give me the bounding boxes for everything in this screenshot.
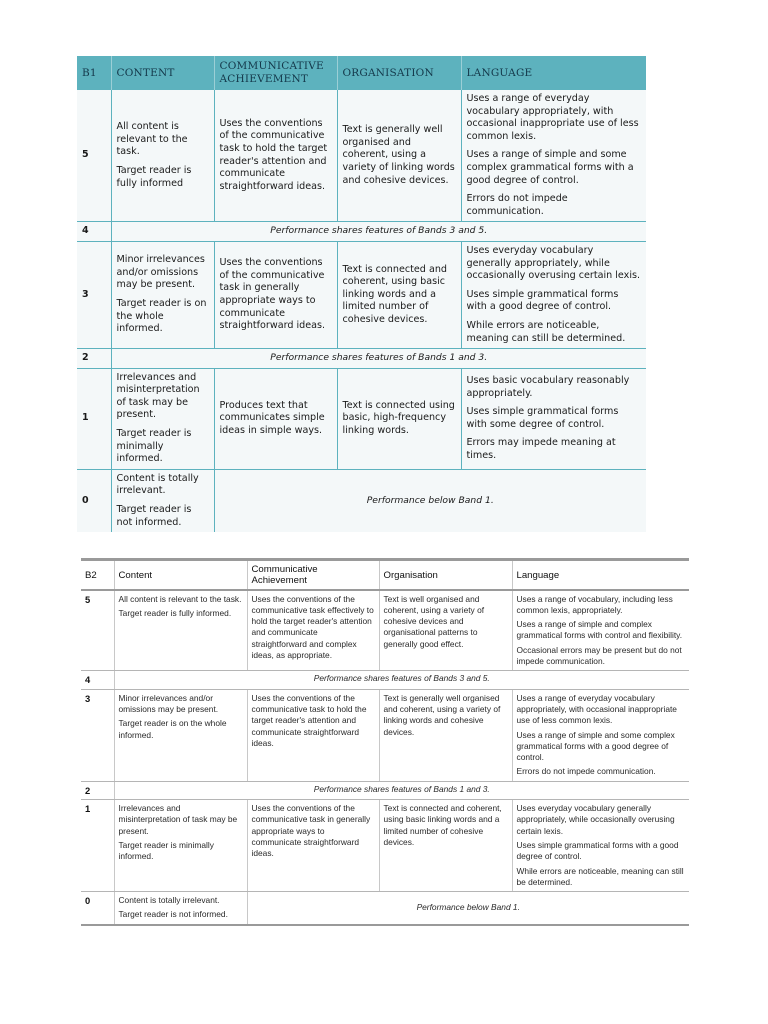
b1-header-row <box>77 56 646 90</box>
b2-communicative-achievement-header: Communicative Achievement <box>247 560 379 590</box>
b1-content-header: CONTENT <box>111 56 214 90</box>
b1-communicative-achievement-header: COMMUNICATIVE ACHIEVEMENT <box>214 56 337 90</box>
shared-features-note: Performance shares features of Bands 1 and 3. <box>114 781 689 799</box>
b1-band-5-row <box>77 90 646 222</box>
b2-language-header: Language <box>512 560 689 590</box>
content-cell <box>114 892 247 925</box>
content-criterion: Target reader is fully informed. <box>118 607 232 618</box>
band-number: 1 <box>77 368 111 469</box>
content-criterion: Minor irrelevances and/or omissions may be present. <box>118 692 219 714</box>
content-criterion: Target reader is minimally informed. <box>116 428 192 465</box>
shared-features-note: Performance shares features of Bands 3 and 5. <box>114 671 689 689</box>
b1-language-header: LANGUAGE <box>461 56 646 90</box>
communicative-achievement-cell: Uses the conventions of the communicative task effectively to hold the target reader's attention and communicate straightforward and complex ideas, as appropriate. <box>247 590 379 671</box>
b2-band-4-row <box>81 671 689 689</box>
content-criterion: Content is totally irrelevant. <box>116 472 199 497</box>
content-cell <box>111 90 214 222</box>
organisation-cell: Text is generally well organised and coherent, using a variety of linking words and cohesive devices. <box>337 90 461 222</box>
communicative-achievement-cell: Uses the conventions of the communicative task to hold the target reader's attention and communicate straightforward ideas. <box>214 90 337 222</box>
language-criterion: Errors may impede meaning at times. <box>466 437 616 461</box>
language-criterion: Occasional errors may be present but do not impede communication. <box>516 644 682 667</box>
shared-features-note: Performance shares features of Bands 1 and 3. <box>111 349 646 369</box>
content-criterion: All content is relevant to the task. <box>116 121 188 158</box>
b2-content-header: Content <box>114 560 247 590</box>
language-criterion: Errors do not impede communication. <box>466 193 568 217</box>
content-criterion: Target reader is on the whole informed. <box>116 298 207 335</box>
band-number: 3 <box>81 689 114 781</box>
language-cell <box>512 800 689 892</box>
band-number: 1 <box>81 800 114 892</box>
organisation-cell: Text is connected using basic, high-frequency linking words. <box>337 368 461 469</box>
language-criterion: Uses everyday vocabulary generally appropriately, while occasionally overusing certain lexis. <box>466 244 641 282</box>
band-number: 0 <box>77 469 111 532</box>
b2-header-row <box>81 560 689 590</box>
content-criterion: All content is relevant to the task. <box>118 593 242 604</box>
content-cell <box>114 800 247 892</box>
band-number: 2 <box>81 781 114 799</box>
language-criterion: Uses simple grammatical forms with some degree of control. <box>466 406 619 430</box>
band-number: 4 <box>77 222 111 242</box>
language-criterion: Uses a range of simple and some complex grammatical forms with a good degree of control. <box>466 149 634 186</box>
shared-features-note: Performance shares features of Bands 3 and 5. <box>111 222 646 242</box>
language-criterion: Uses everyday vocabulary generally appropriately, while occasionally overusing certain lexis. <box>516 803 675 836</box>
language-criterion: While errors are noticeable, meaning can still be determined. <box>516 865 684 887</box>
b2-band-3-row <box>81 689 689 781</box>
language-cell <box>461 90 646 222</box>
b2-organisation-header: Organisation <box>379 560 512 590</box>
organisation-cell: Text is connected and coherent, using basic linking words and a limited number of cohesive devices. <box>337 241 461 348</box>
b1-band-3-row <box>77 241 646 348</box>
organisation-cell: Text is generally well organised and coherent, using a variety of linking words and cohesive devices. <box>379 689 512 781</box>
b2-band-2-row <box>81 781 689 799</box>
content-criterion: Minor irrelevances and/or omissions may be present. <box>116 254 205 291</box>
language-criterion: Uses simple grammatical forms with a good degree of control. <box>516 839 679 862</box>
b1-band-1-row <box>77 368 646 469</box>
content-criterion: Target reader is fully informed <box>116 164 192 189</box>
language-cell <box>512 590 689 671</box>
language-cell <box>461 241 646 348</box>
content-cell <box>111 241 214 348</box>
band-number: 2 <box>77 349 111 369</box>
content-criterion: Target reader is not informed. <box>116 504 192 528</box>
language-criterion: Uses a range of simple and some complex grammatical forms with a good degree of control. <box>516 729 675 763</box>
language-criterion: Uses a range of everyday vocabulary appropriately, with occasional inappropriate use of less common lexis. <box>516 692 677 726</box>
band-number: 4 <box>81 671 114 689</box>
content-criterion: Irrelevances and misinterpretation of task may be present. <box>118 803 238 836</box>
below-band-note: Performance below Band 1. <box>366 494 494 506</box>
content-criterion: Target reader is on the whole informed. <box>118 718 227 740</box>
b2-assessment-table <box>81 558 689 926</box>
content-cell <box>111 368 214 469</box>
b2-band-5-row <box>81 590 689 671</box>
content-criterion: Content is totally irrelevant. <box>118 895 220 906</box>
content-criterion: Target reader is not informed. <box>118 909 228 920</box>
language-criterion: Uses simple grammatical forms with a good degree of control. <box>466 288 619 313</box>
language-cell <box>512 689 689 781</box>
communicative-achievement-cell: Uses the conventions of the communicative task in generally appropriate ways to communicate straightforward ideas. <box>247 800 379 892</box>
content-criterion: Irrelevances and misinterpretation of task may be present. <box>116 371 200 421</box>
band-number: 0 <box>81 892 114 925</box>
below-band-note: Performance below Band 1. <box>416 902 520 913</box>
b1-band-0-row <box>77 469 646 532</box>
b1-band-2-row <box>77 349 646 369</box>
language-criterion: Uses a range of simple and complex grammatical forms with control and flexibility. <box>516 619 683 641</box>
language-criterion: While errors are noticeable, meaning can still be determined. <box>466 319 626 344</box>
band-number: 5 <box>81 590 114 671</box>
b2-band-1-row <box>81 800 689 892</box>
content-cell <box>114 689 247 781</box>
content-cell <box>111 469 214 532</box>
band-number: 3 <box>77 241 111 348</box>
communicative-achievement-cell: Uses the conventions of the communicative task in generally appropriate ways to communicate straightforward ideas. <box>214 241 337 348</box>
language-criterion: Uses basic vocabulary reasonably appropriately. <box>466 374 630 399</box>
language-criterion: Uses a range of everyday vocabulary appropriately, with occasional inappropriate use of less common lexis. <box>466 93 639 142</box>
communicative-achievement-cell: Produces text that communicates simple ideas in simple ways. <box>214 368 337 469</box>
language-criterion: Errors do not impede communication. <box>516 766 656 777</box>
language-cell <box>461 368 646 469</box>
language-criterion: Uses a range of vocabulary, including less common lexis, appropriately. <box>516 593 673 615</box>
b1-level-header: B1 <box>77 56 111 90</box>
band-number: 5 <box>77 90 111 222</box>
b2-band-0-row <box>81 892 689 925</box>
b1-assessment-table <box>77 56 646 532</box>
b1-organisation-header: ORGANISATION <box>337 56 461 90</box>
content-cell <box>114 590 247 671</box>
b1-band-4-row <box>77 222 646 242</box>
communicative-achievement-cell: Uses the conventions of the communicative task to hold the target reader's attention and communicate straightforward ideas. <box>247 689 379 781</box>
content-criterion: Target reader is minimally informed. <box>118 839 214 862</box>
organisation-cell: Text is well organised and coherent, using a variety of cohesive devices and organisational patterns to generally good effect. <box>379 590 512 671</box>
b2-level-header: B2 <box>81 560 114 590</box>
organisation-cell: Text is connected and coherent, using basic linking words and a limited number of cohesive devices. <box>379 800 512 892</box>
